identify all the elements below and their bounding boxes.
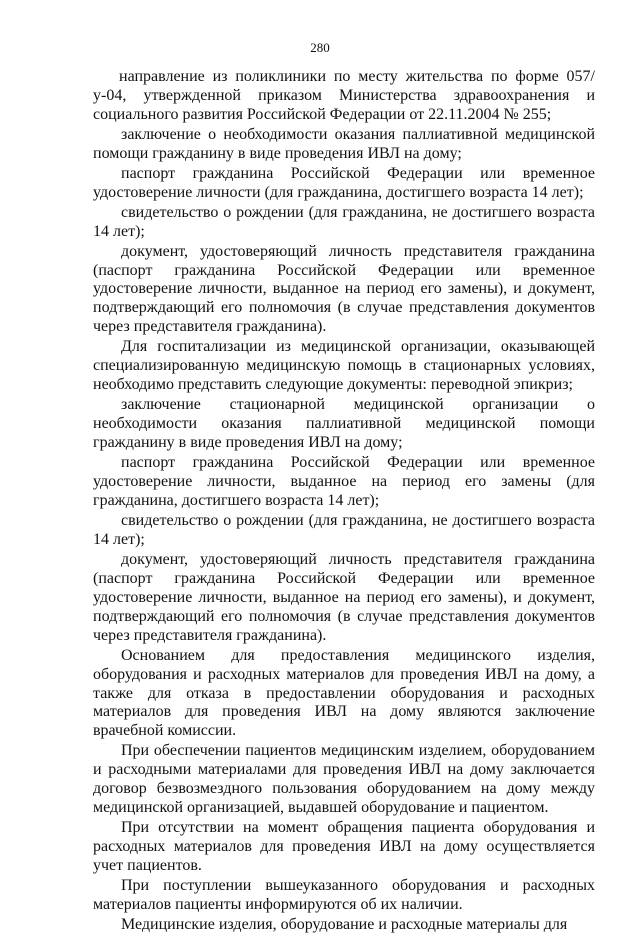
paragraph-passport: паспорт гражданина Российской Федерации или временное удостоверение личности (для гражданина, достигшего возраста 14 лет); (93, 164, 595, 201)
paragraph-basis: Основанием для предоставления медицинского изделия, оборудования и расходных материалов для проведения ИВЛ на дому, а также для отказа в предоставлении оборудования и расходных материалов для проведения ИВЛ на дому являются заключение врачебной комиссии. (93, 646, 595, 740)
paragraph-hospitalization: Для госпитализации из медицинской организации, оказывающей специализированную медицинскую помощь в стационарных условиях, необходимо представить следующие документы: переводной эпикриз; (93, 338, 595, 394)
paragraph-referral: направление из поликлиники по месту жительства по форме 057/у-04, утвержденной приказом Министерства здравоохранения и социального развития Российской Федерации от 22.11.2004 № 255; (93, 68, 595, 123)
paragraph-representative-document-2: документ, удостоверяющий личность представителя гражданина (паспорт гражданина Российской Федерации или временное удостоверение личности, выданное на период его замены), и документ, подтверждающий его полномочия (в случае представления документов через представителя гражданина). (93, 550, 595, 644)
paragraph-notification: При поступлении вышеуказанного оборудования и расходных материалов пациенты информируются об их наличии. (93, 877, 595, 913)
paragraph-palliative-conclusion: заключение о необходимости оказания паллиативной медицинской помощи гражданину в виде проведения ИВЛ на дому; (93, 125, 595, 162)
paragraph-contract: При обеспечении пациентов медицинским изделием, оборудованием и расходными материалами для проведения ИВЛ на дому заключается договор безвозмездного пользования оборудованием на дому между медицинской организацией, выдавшей оборудование и пациентом. (93, 742, 595, 817)
paragraph-passport-2: паспорт гражданина Российской Федерации или временное удостоверение личности, выданное на период его замены (для гражданина, достигшего возраста 14 лет); (93, 454, 595, 509)
paragraph-birth-certificate-2: свидетельство о рождении (для гражданина, не достигшего возраста 14 лет); (93, 511, 595, 548)
paragraph-stationary-conclusion: заключение стационарной медицинской организации о необходимости оказания паллиативной медицинской помощи гражданину в виде проведения ИВЛ на дому; (93, 396, 595, 452)
paragraph-birth-certificate: свидетельство о рождении (для гражданина, не достигшего возраста 14 лет); (93, 203, 595, 240)
paragraph-representative-document: документ, удостоверяющий личность представителя гражданина (паспорт гражданина Российской Федерации или временное удостоверение личности, выданное на период его замены), и документ, подтверждающий его полномочия (в случае представления документов через представителя гражданина). (93, 242, 595, 336)
paragraph-absence: При отсутствии на момент обращения пациента оборудования и расходных материалов для проведения ИВЛ на дому осуществляется учет пациентов. (93, 819, 595, 875)
page-number: 280 (310, 40, 330, 55)
document-body (93, 68, 595, 936)
paragraph-continuation: Медицинские изделия, оборудование и расходные материалы для (121, 915, 568, 933)
